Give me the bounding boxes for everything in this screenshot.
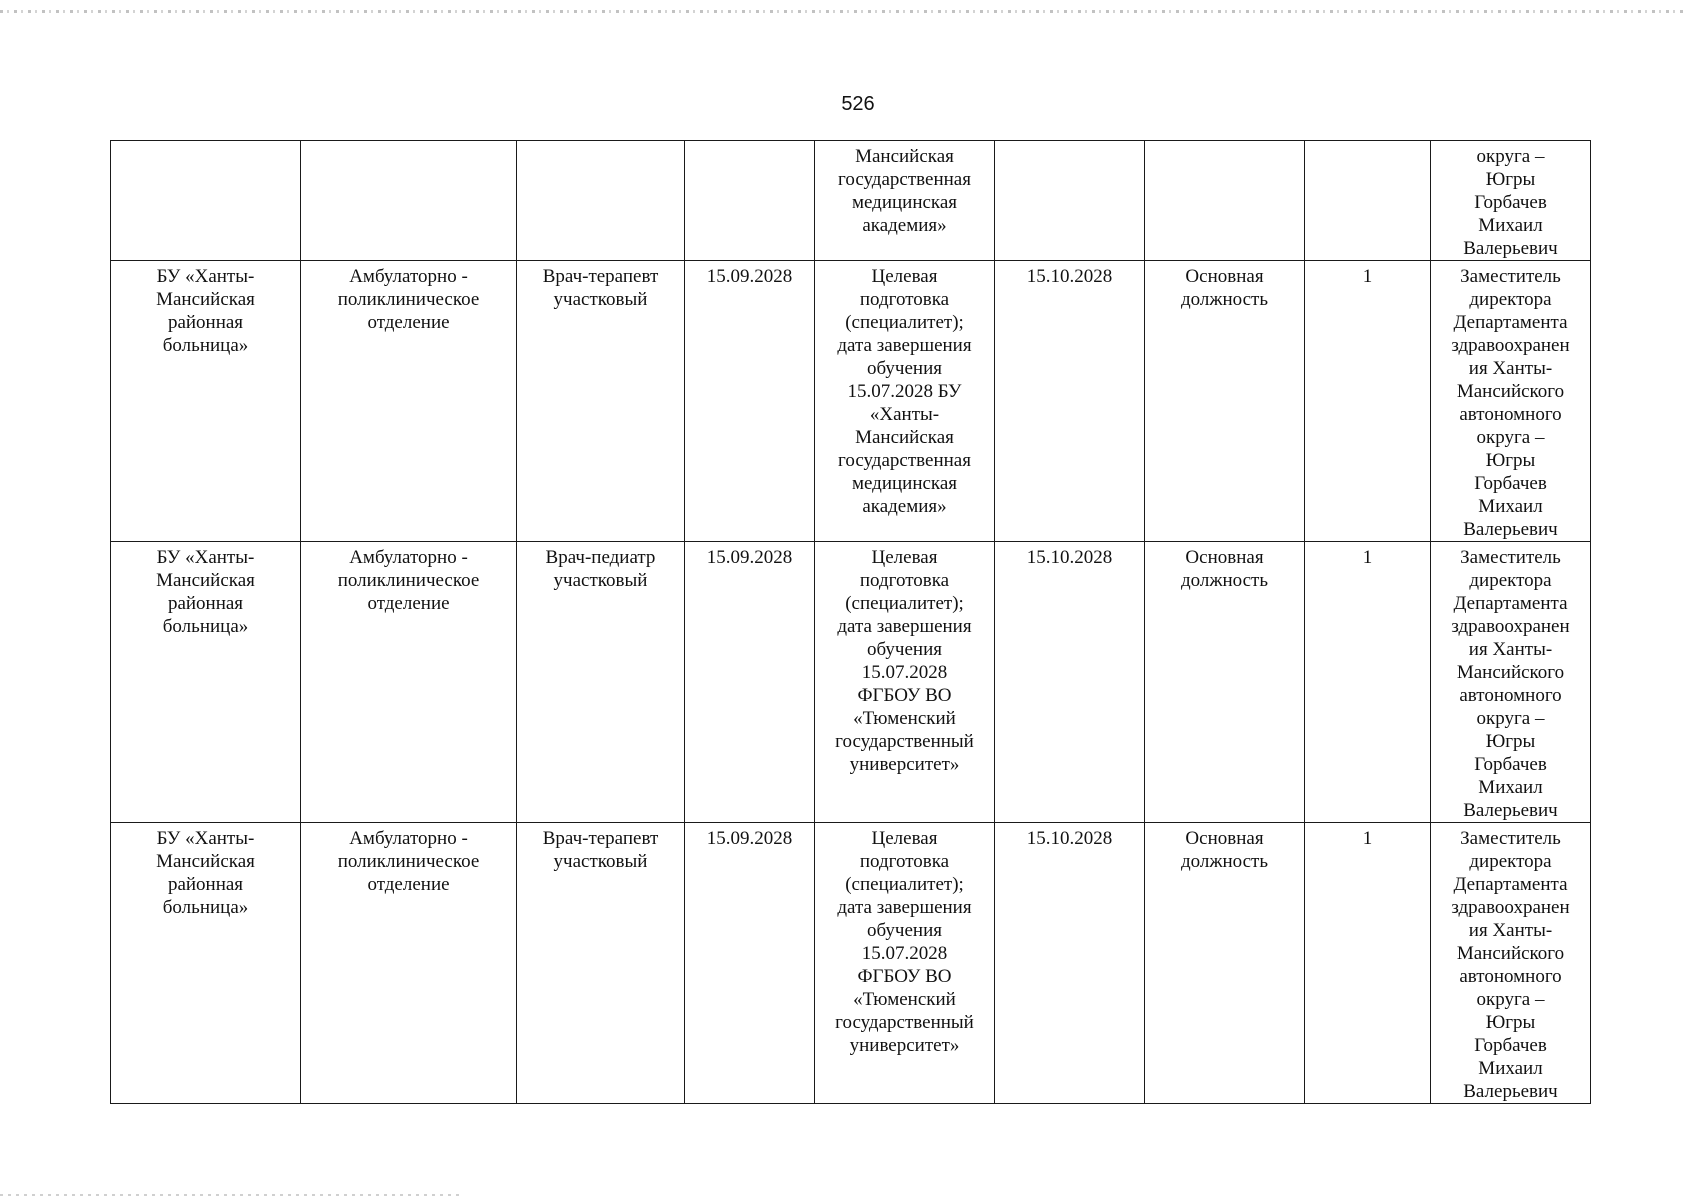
cell-count: 1 [1305, 823, 1431, 1104]
cell-employment: Основная должность [1145, 542, 1305, 823]
cell-date-hire: 15.10.2028 [995, 823, 1145, 1104]
cell-date-start: 15.09.2028 [685, 542, 815, 823]
cell-department: Амбулаторно - поликлиническое отделение [301, 823, 517, 1104]
cell-date-hire: 15.10.2028 [995, 542, 1145, 823]
cell-date-hire: 15.10.2028 [995, 261, 1145, 542]
scan-edge-bottom [0, 1194, 460, 1196]
cell-date-hire [995, 141, 1145, 261]
cell-position: Врач-педиатр участковый [517, 542, 685, 823]
cell-organization: БУ «Ханты- Мансийская районная больница» [111, 823, 301, 1104]
cell-employment: Основная должность [1145, 823, 1305, 1104]
cell-position: Врач-терапевт участковый [517, 823, 685, 1104]
table-row [111, 823, 1591, 1104]
cell-position: Врач-терапевт участковый [517, 261, 685, 542]
cell-training: Целевая подготовка (специалитет); дата завершения обучения 15.07.2028 ФГБОУ ВО «Тюменский государственный университет» [815, 542, 995, 823]
table-row [111, 261, 1591, 542]
cell-date-start [685, 141, 815, 261]
cell-contact: округа – Югры Горбачев Михаил Валерьевич [1431, 141, 1591, 261]
cell-department [301, 141, 517, 261]
cell-contact: Заместитель директора Департамента здравоохранен ия Ханты- Мансийского автономного округа – Югры Горбачев Михаил Валерьевич [1431, 542, 1591, 823]
cell-contact: Заместитель директора Департамента здравоохранен ия Ханты- Мансийского автономного округа – Югры Горбачев Михаил Валерьевич [1431, 823, 1591, 1104]
cell-employment [1145, 141, 1305, 261]
scan-edge-top [0, 10, 1686, 13]
cell-department: Амбулаторно - поликлиническое отделение [301, 261, 517, 542]
cell-employment: Основная должность [1145, 261, 1305, 542]
cell-organization: БУ «Ханты- Мансийская районная больница» [111, 542, 301, 823]
cell-training: Целевая подготовка (специалитет); дата завершения обучения 15.07.2028 БУ «Ханты- Мансийская государственная медицинская академия» [815, 261, 995, 542]
cell-count: 1 [1305, 542, 1431, 823]
cell-department: Амбулаторно - поликлиническое отделение [301, 542, 517, 823]
cell-contact: Заместитель директора Департамента здравоохранен ия Ханты- Мансийского автономного округа – Югры Горбачев Михаил Валерьевич [1431, 261, 1591, 542]
cell-organization [111, 141, 301, 261]
cell-position [517, 141, 685, 261]
cell-date-start: 15.09.2028 [685, 823, 815, 1104]
cell-organization: БУ «Ханты- Мансийская районная больница» [111, 261, 301, 542]
cell-training: Целевая подготовка (специалитет); дата завершения обучения 15.07.2028 ФГБОУ ВО «Тюменский государственный университет» [815, 823, 995, 1104]
cell-training: Мансийская государственная медицинская академия» [815, 141, 995, 261]
cell-count [1305, 141, 1431, 261]
page-number: 526 [841, 93, 875, 115]
table-row [111, 542, 1591, 823]
table-row [111, 141, 1591, 261]
vacancy-table [110, 140, 1591, 1104]
cell-count: 1 [1305, 261, 1431, 542]
cell-date-start: 15.09.2028 [685, 261, 815, 542]
